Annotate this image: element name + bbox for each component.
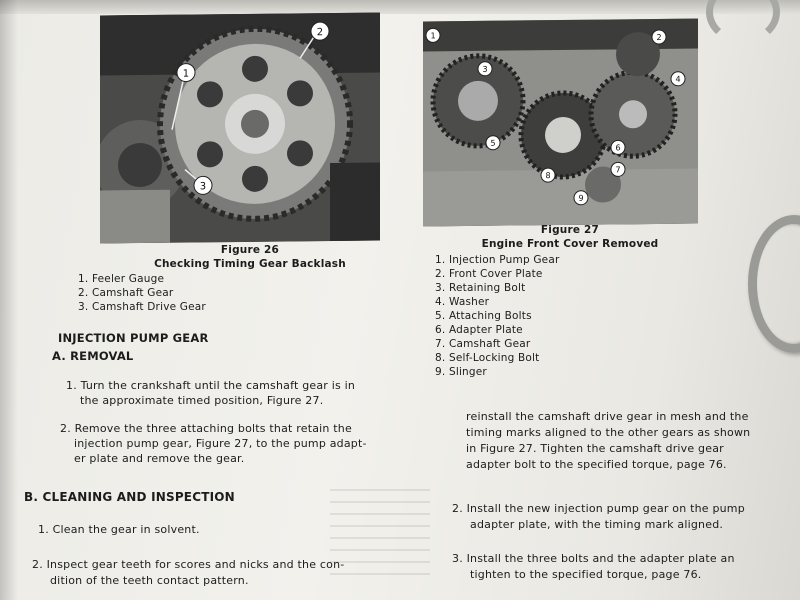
cleaning-step2-line2: dition of the teeth contact pattern. [50, 574, 249, 587]
figure-27-item: 3. Retaining Bolt [435, 282, 526, 294]
cleaning-step1: 1. Clean the gear in solvent. [38, 523, 200, 536]
right-cont-line2: timing marks aligned to the other gears as shown [466, 426, 751, 439]
page-top-edge [0, 0, 800, 14]
figure-27-item: 2. Front Cover Plate [435, 268, 543, 280]
fig26-callout-1: 1 [182, 68, 190, 80]
figure-26-photo [100, 13, 380, 244]
fig27-callout-6: 6 [615, 143, 621, 153]
install-step2-line1: 2. Install the new injection pump gear on the pump [452, 502, 745, 515]
binder-ring [748, 215, 800, 353]
page-shadow [0, 0, 18, 600]
removal-heading: A. REMOVAL [52, 349, 134, 363]
fig27-callout-9: 9 [578, 193, 584, 203]
figure-26-title: Figure 26 [220, 244, 280, 256]
bleed-through [330, 485, 430, 575]
fig26-callout-2: 2 [316, 27, 324, 39]
removal-step1-line2: the approximate timed position, Figure 27. [80, 394, 324, 407]
right-cont-line3: in Figure 27. Tighten the camshaft drive gear [466, 442, 724, 455]
fig27-callout-2: 2 [656, 32, 662, 42]
figure-26-item: 2. Camshaft Gear [78, 287, 174, 299]
figure-27-photo [423, 19, 698, 227]
removal-step2-line3: er plate and remove the gear. [74, 452, 245, 465]
figure-27-item: 7. Camshaft Gear [435, 338, 531, 350]
figure-26-subtitle: Checking Timing Gear Backlash [154, 258, 346, 270]
figure-26-item: 1. Feeler Gauge [78, 273, 165, 285]
figure-27-item: 9. Slinger [435, 366, 487, 378]
fig27-callout-1: 1 [430, 31, 436, 41]
figure-27-item: 6. Adapter Plate [435, 324, 523, 336]
figure-27-subtitle: Engine Front Cover Removed [481, 238, 659, 250]
figure-27-title: Figure 27 [540, 224, 600, 236]
fig27-callout-7: 7 [615, 165, 621, 175]
binder-ring-top [706, 0, 780, 44]
figure-27-item: 4. Washer [435, 296, 490, 308]
figure-27-item: 1. Injection Pump Gear [435, 254, 560, 266]
right-cont-line4: adapter bolt to the specified torque, page 76. [466, 458, 727, 471]
figure-27-item: 5. Attaching Bolts [435, 310, 532, 322]
removal-step2-line1: 2. Remove the three attaching bolts that retain the [60, 422, 352, 435]
right-cont-line1: reinstall the camshaft drive gear in mesh and the [466, 410, 749, 423]
removal-step2-line2: injection pump gear, Figure 27, to the pump adapt- [74, 437, 367, 450]
figure-27-item: 8. Self-Locking Bolt [435, 352, 540, 364]
cleaning-heading: B. CLEANING AND INSPECTION [24, 490, 235, 504]
fig27-callout-8: 8 [545, 171, 551, 181]
section-title: INJECTION PUMP GEAR [58, 331, 209, 345]
install-step3-line2: tighten to the specified torque, page 76. [470, 568, 702, 581]
fig26-callout-3: 3 [199, 181, 207, 193]
cleaning-step2-line1: 2. Inspect gear teeth for scores and nicks and the con- [32, 558, 345, 571]
fig27-callout-3: 3 [482, 64, 488, 74]
install-step2-line2: adapter plate, with the timing mark aligned. [470, 518, 724, 531]
fig27-callout-4: 4 [675, 74, 681, 84]
figure-26-item: 3. Camshaft Drive Gear [78, 301, 206, 313]
removal-step1-line1: 1. Turn the crankshaft until the camshaft gear is in [66, 379, 356, 392]
fig27-callout-5: 5 [490, 138, 496, 148]
install-step3-line1: 3. Install the three bolts and the adapter plate an [452, 552, 735, 565]
